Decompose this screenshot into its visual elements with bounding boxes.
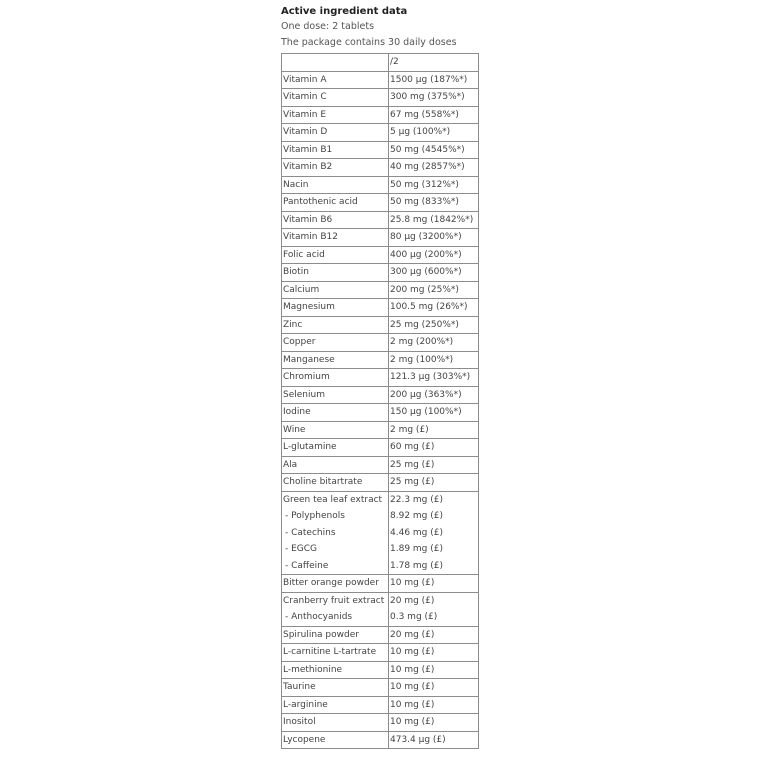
dose-info: One dose: 2 tablets	[281, 21, 375, 32]
table-subrow	[282, 541, 479, 558]
ingredient-amount: 121.3 µg (303%*)	[389, 369, 479, 387]
ingredient-amount: 80 µg (3200%*)	[389, 229, 479, 247]
ingredient-amount: 67 mg (558%*)	[389, 106, 479, 124]
table-row	[282, 264, 479, 282]
ingredient-amount: 50 mg (312%*)	[389, 176, 479, 194]
table-row	[282, 714, 479, 732]
table-row	[282, 731, 479, 749]
table-row	[282, 661, 479, 679]
ingredient-name: - Polyphenols	[282, 508, 389, 525]
ingredient-name: Wine	[282, 421, 389, 439]
ingredient-name: Vitamin C	[282, 89, 389, 107]
ingredient-name: Inositol	[282, 714, 389, 732]
ingredient-amount: 1500 µg (187%*)	[389, 71, 479, 89]
ingredient-amount: 5 µg (100%*)	[389, 124, 479, 142]
header-cell-name	[282, 54, 389, 72]
ingredient-name: Nacin	[282, 176, 389, 194]
ingredient-table	[281, 53, 479, 749]
ingredient-name: Calcium	[282, 281, 389, 299]
ingredient-name: L-carnitine L-tartrate	[282, 644, 389, 662]
ingredient-name: Vitamin D	[282, 124, 389, 142]
header-cell-dose: /2	[389, 54, 479, 72]
ingredient-name: Ala	[282, 456, 389, 474]
ingredient-name: L-glutamine	[282, 439, 389, 457]
table-subrow	[282, 508, 479, 525]
ingredient-name: L-methionine	[282, 661, 389, 679]
ingredient-amount: 8.92 mg (£)	[389, 508, 479, 525]
ingredient-name: Vitamin A	[282, 71, 389, 89]
ingredient-name: Selenium	[282, 386, 389, 404]
ingredient-amount: 300 µg (600%*)	[389, 264, 479, 282]
table-row	[282, 421, 479, 439]
table-row	[282, 456, 479, 474]
ingredient-amount: 60 mg (£)	[389, 439, 479, 457]
table-row	[282, 404, 479, 422]
ingredient-name: Green tea leaf extract	[282, 491, 389, 508]
ingredient-amount: 2 mg (£)	[389, 421, 479, 439]
table-row	[282, 124, 479, 142]
table-row	[282, 106, 479, 124]
table-row	[282, 474, 479, 492]
ingredient-name: Magnesium	[282, 299, 389, 317]
ingredient-name: Zinc	[282, 316, 389, 334]
ingredient-amount: 25 mg (£)	[389, 456, 479, 474]
ingredient-name: Copper	[282, 334, 389, 352]
ingredient-name: Vitamin B1	[282, 141, 389, 159]
ingredient-amount: 1.89 mg (£)	[389, 541, 479, 558]
ingredient-amount: 25 mg (250%*)	[389, 316, 479, 334]
table-row	[282, 575, 479, 593]
package-info: The package contains 30 daily doses	[281, 37, 457, 48]
ingredient-amount: 0.3 mg (£)	[389, 609, 479, 626]
ingredient-amount: 400 µg (200%*)	[389, 246, 479, 264]
ingredient-amount: 10 mg (£)	[389, 644, 479, 662]
ingredient-amount: 50 mg (4545%*)	[389, 141, 479, 159]
ingredient-name: Folic acid	[282, 246, 389, 264]
ingredient-name: Taurine	[282, 679, 389, 697]
ingredient-name: Choline bitartrate	[282, 474, 389, 492]
ingredient-amount: 2 mg (200%*)	[389, 334, 479, 352]
ingredient-name: L-arginine	[282, 696, 389, 714]
ingredient-name: Bitter orange powder	[282, 575, 389, 593]
ingredient-amount: 20 mg (£)	[389, 626, 479, 644]
ingredient-name: Vitamin E	[282, 106, 389, 124]
table-row	[282, 644, 479, 662]
table-row	[282, 386, 479, 404]
ingredient-name: Iodine	[282, 404, 389, 422]
ingredient-amount: 22.3 mg (£)	[389, 491, 479, 508]
ingredient-name: - Catechins	[282, 525, 389, 542]
table-row	[282, 176, 479, 194]
ingredient-name: Vitamin B12	[282, 229, 389, 247]
ingredient-info-panel	[281, 4, 479, 749]
table-row	[282, 246, 479, 264]
table-row	[282, 211, 479, 229]
ingredient-amount: 20 mg (£)	[389, 592, 479, 609]
table-row	[282, 229, 479, 247]
ingredient-name: - EGCG	[282, 541, 389, 558]
table-row	[282, 351, 479, 369]
section-title: Active ingredient data	[281, 6, 408, 17]
ingredient-amount: 100.5 mg (26%*)	[389, 299, 479, 317]
table-subrow	[282, 558, 479, 575]
table-row	[282, 369, 479, 387]
ingredient-amount: 1.78 mg (£)	[389, 558, 479, 575]
ingredient-amount: 10 mg (£)	[389, 575, 479, 593]
ingredient-amount: 10 mg (£)	[389, 679, 479, 697]
table-row	[282, 71, 479, 89]
ingredient-amount: 300 mg (375%*)	[389, 89, 479, 107]
ingredient-amount: 200 µg (363%*)	[389, 386, 479, 404]
table-row	[282, 334, 479, 352]
ingredient-name: Chromium	[282, 369, 389, 387]
table-row	[282, 696, 479, 714]
ingredient-name: Vitamin B2	[282, 159, 389, 177]
table-row	[282, 439, 479, 457]
ingredient-name: Cranberry fruit extract	[282, 592, 389, 609]
table-subrow	[282, 609, 479, 626]
ingredient-name: Spirulina powder	[282, 626, 389, 644]
ingredient-amount: 40 mg (2857%*)	[389, 159, 479, 177]
ingredient-amount: 25 mg (£)	[389, 474, 479, 492]
ingredient-name: - Caffeine	[282, 558, 389, 575]
table-row	[282, 679, 479, 697]
table-row	[282, 592, 479, 609]
ingredient-amount: 4.46 mg (£)	[389, 525, 479, 542]
table-row	[282, 159, 479, 177]
ingredient-amount: 150 µg (100%*)	[389, 404, 479, 422]
ingredient-amount: 200 mg (25%*)	[389, 281, 479, 299]
ingredient-amount: 10 mg (£)	[389, 714, 479, 732]
table-subrow	[282, 525, 479, 542]
ingredient-amount: 2 mg (100%*)	[389, 351, 479, 369]
table-row	[282, 491, 479, 508]
ingredient-name: Biotin	[282, 264, 389, 282]
ingredient-amount: 50 mg (833%*)	[389, 194, 479, 212]
ingredient-name: - Anthocyanids	[282, 609, 389, 626]
table-row	[282, 299, 479, 317]
ingredient-amount: 10 mg (£)	[389, 696, 479, 714]
table-row	[282, 281, 479, 299]
ingredient-name: Lycopene	[282, 731, 389, 749]
ingredient-name: Vitamin B6	[282, 211, 389, 229]
ingredient-name: Pantothenic acid	[282, 194, 389, 212]
ingredient-amount: 25.8 mg (1842%*)	[389, 211, 479, 229]
ingredient-name: Manganese	[282, 351, 389, 369]
table-row	[282, 316, 479, 334]
ingredient-amount: 10 mg (£)	[389, 661, 479, 679]
table-row	[282, 141, 479, 159]
table-header-row	[282, 54, 479, 72]
ingredient-amount: 473.4 µg (£)	[389, 731, 479, 749]
table-row	[282, 626, 479, 644]
table-row	[282, 194, 479, 212]
table-row	[282, 89, 479, 107]
